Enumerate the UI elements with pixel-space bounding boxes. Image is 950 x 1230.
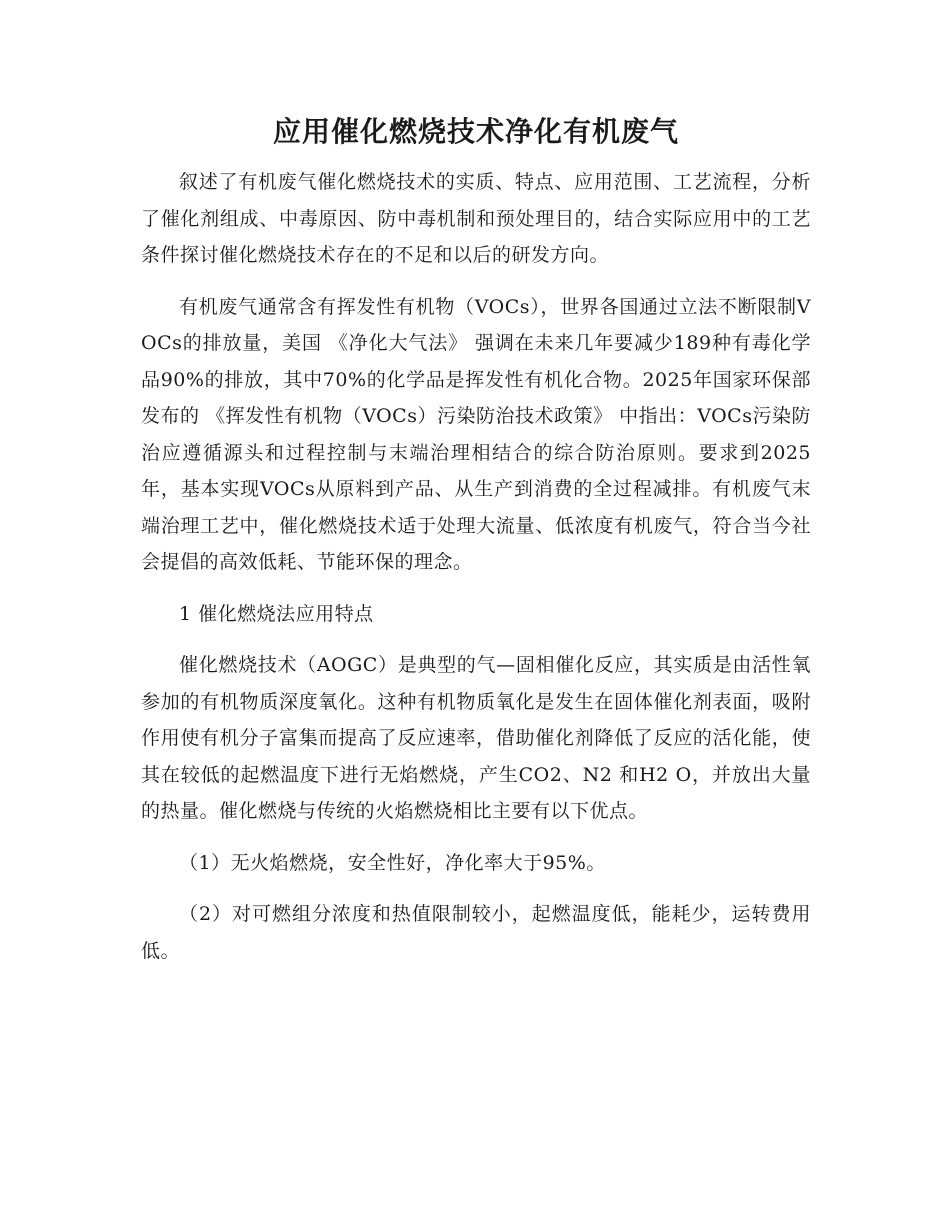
list-item: （1）无火焰燃烧，安全性好，净化率大于95%。 (179, 851, 606, 874)
abstract-paragraph: 叙述了有机废气催化燃烧技术的实质、特点、应用范围、工艺流程，分析了催化剂组成、中毒原因、防中毒机制和预处理目的，结合实际应用中的工艺条件探讨催化燃烧技术存在的不足和以后的研发方向。 (141, 171, 811, 266)
section-heading: 1 催化燃烧法应用特点 (179, 602, 374, 625)
document-title: 应用催化燃烧技术净化有机废气 (272, 115, 679, 148)
intro-paragraph: 有机废气通常含有挥发性有机物（VOCs），世界各国通过立法不断限制VOCs的排放量，美国 《净化大气法》 强调在未来几年要减少189种有毒化学品90%的排放，其中70%的化学品是挥发性有机化合物。2025年国家环保部发布的 《挥发性有机物（VOCs）污染防治技术政策》 中指出：VOCs污染防治应遵循源头和过程控制与末端治理相结合的综合防治原则。要求到2025年，基本实现VOCs从原料到产品、从生产到消费的全过程减排。有机废气末端治理工艺中，催化燃烧技术适于处理大流量、低浓度有机废气，符合当今社会提倡的高效低耗、节能环保的理念。 (141, 295, 811, 573)
body-paragraph: 催化燃烧技术（AOGC）是典型的气—固相催化反应，其实质是由活性氧参加的有机物质深度氧化。这种有机物质氧化是发生在固体催化剂表面，吸附作用使有机分子富集而提高了反应速率，借助催化剂降低了反应的活化能，使其在较低的起燃温度下进行无焰燃烧，产生CO2、N2 和H2 O，并放出大量的热量。催化燃烧与传统的火焰燃烧相比主要有以下优点。 (141, 654, 811, 822)
document-page (141, 0, 811, 1230)
document-body (141, 164, 811, 984)
list-item: （2）对可燃组分浓度和热值限制较小，起燃温度低，能耗少，运转费用低。 (141, 903, 811, 962)
